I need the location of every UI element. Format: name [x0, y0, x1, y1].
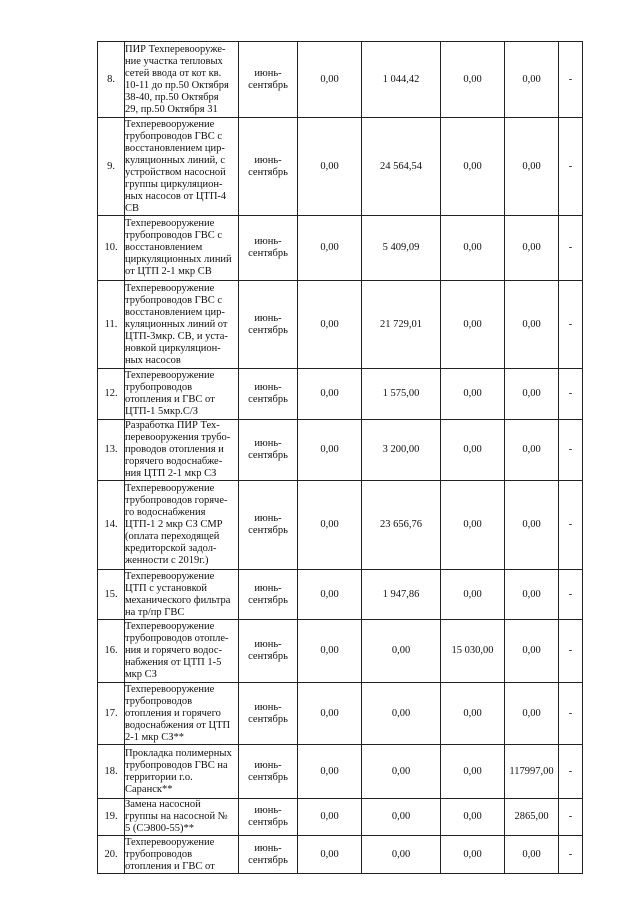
amount-cell: 0,00	[298, 420, 362, 481]
amount-cell: 0,00	[298, 745, 362, 799]
amount-cell: 0,00	[505, 42, 559, 118]
amount-cell: 0,00	[298, 836, 362, 874]
period-line: июнь-	[254, 639, 282, 650]
amount-cell: 0,00	[298, 281, 362, 369]
period-line: июнь-	[254, 701, 282, 713]
amount-cell: 0,00	[362, 799, 441, 836]
note-cell: -	[559, 281, 583, 369]
amount-cell: 24 564,54	[362, 118, 441, 216]
work-description	[125, 570, 239, 620]
note-cell: -	[559, 570, 583, 620]
table-row	[98, 281, 583, 369]
table-row	[98, 620, 583, 683]
period-line: июнь-	[254, 759, 282, 771]
amount-cell: 0,00	[298, 620, 362, 683]
description-line: 29, пр.50 Октября 31	[125, 103, 218, 115]
table-row	[98, 481, 583, 570]
note-cell: -	[559, 118, 583, 216]
amount-cell: 0,00	[441, 281, 505, 369]
row-number: 20.	[98, 836, 125, 874]
description-line: от ЦТП 2-1 мкр СВ	[125, 266, 212, 277]
description-line: горячего водоснабже-	[125, 456, 223, 467]
row-number: 15.	[98, 570, 125, 620]
period-line: сентябрь	[248, 713, 288, 725]
description-line: циркуляционных линий	[125, 254, 232, 265]
row-number: 18.	[98, 745, 125, 799]
description-line: трубопроводов	[125, 848, 193, 860]
description-line: Техперевооружение	[125, 118, 215, 130]
description-line: куляционных линий, с	[125, 154, 226, 166]
period-line: сентябрь	[248, 450, 288, 461]
row-number: 16.	[98, 620, 125, 683]
description-line: отопления и горячего	[125, 707, 221, 719]
period-line: июнь-	[254, 582, 282, 594]
description-line: мкр СЗ	[125, 669, 157, 680]
table-row	[98, 420, 583, 481]
work-description	[125, 799, 239, 836]
row-number: 11.	[98, 281, 125, 369]
description-line: восстановлением	[125, 242, 203, 253]
table-row	[98, 570, 583, 620]
description-line: трубопроводов ГВС с	[125, 230, 223, 241]
investment-table	[97, 41, 583, 874]
amount-cell: 0,00	[298, 42, 362, 118]
amount-cell: 0,00	[362, 836, 441, 874]
work-description	[125, 683, 239, 745]
work-description	[125, 216, 239, 281]
row-number: 8.	[98, 42, 125, 118]
description-line: сетей ввода от кот кв.	[125, 67, 222, 79]
description-line: водоснабжения от ЦТП	[125, 719, 231, 731]
description-line: ния ЦТП 2-1 мкр СЗ	[125, 468, 217, 479]
description-line: группы на насосной №	[125, 811, 228, 822]
row-number: 9.	[98, 118, 125, 216]
table-row	[98, 118, 583, 216]
period-line: июнь-	[254, 438, 282, 449]
period-line: сентябрь	[248, 817, 288, 828]
description-line: устройством насосной	[125, 166, 226, 178]
description-line: набжения от ЦТП 1-5	[125, 657, 222, 668]
description-line: территории г.о.	[125, 771, 193, 783]
amount-cell: 0,00	[505, 836, 559, 874]
period-line: сентябрь	[248, 651, 288, 662]
description-line: Техперевооружение	[125, 282, 215, 294]
note-cell: -	[559, 620, 583, 683]
period-line: июнь-	[254, 312, 282, 324]
table-row	[98, 216, 583, 281]
amount-cell: 0,00	[441, 799, 505, 836]
amount-cell: 0,00	[505, 420, 559, 481]
row-number: 10.	[98, 216, 125, 281]
work-description	[125, 281, 239, 369]
work-description	[125, 481, 239, 570]
note-cell: -	[559, 799, 583, 836]
amount-cell: 0,00	[298, 369, 362, 420]
amount-cell: 5 409,09	[362, 216, 441, 281]
amount-cell: 117997,00	[505, 745, 559, 799]
description-line: ных насосов	[125, 354, 181, 366]
description-line: трубопроводов отопле-	[125, 633, 229, 644]
amount-cell: 0,00	[441, 570, 505, 620]
schedule-period	[239, 836, 298, 874]
description-line: трубопроводов	[125, 695, 193, 707]
description-line: ЦТП с установкой	[125, 582, 208, 594]
description-line: новкой циркуляцион-	[125, 342, 221, 354]
period-line: сентябрь	[248, 854, 288, 866]
period-line: июнь-	[254, 154, 282, 166]
note-cell: -	[559, 745, 583, 799]
description-line: трубопроводов ГВС с	[125, 130, 223, 142]
amount-cell: 0,00	[298, 216, 362, 281]
description-line: ПИР Техперевооруже-	[125, 43, 226, 55]
work-description	[125, 42, 239, 118]
note-cell: -	[559, 836, 583, 874]
table-row	[98, 799, 583, 836]
note-cell: -	[559, 683, 583, 745]
amount-cell: 0,00	[298, 683, 362, 745]
description-line: 38-40, пр.50 Октября	[125, 91, 219, 103]
row-number: 13.	[98, 420, 125, 481]
table-row	[98, 683, 583, 745]
schedule-period	[239, 570, 298, 620]
period-line: сентябрь	[248, 324, 288, 336]
period-line: сентябрь	[248, 394, 288, 405]
description-line: Техперевооружение	[125, 836, 215, 848]
schedule-period	[239, 369, 298, 420]
amount-cell: 0,00	[505, 118, 559, 216]
period-line: июнь-	[254, 382, 282, 393]
description-line: трубопроводов	[125, 382, 193, 393]
row-number: 14.	[98, 481, 125, 570]
description-line: женности с 2019г.)	[125, 555, 209, 566]
table-row	[98, 836, 583, 874]
description-line: Техперевооружение	[125, 621, 215, 632]
amount-cell: 0,00	[505, 369, 559, 420]
amount-cell: 0,00	[505, 216, 559, 281]
period-line: сентябрь	[248, 248, 288, 259]
period-line: сентябрь	[248, 525, 288, 536]
note-cell: -	[559, 481, 583, 570]
amount-cell: 23 656,76	[362, 481, 441, 570]
schedule-period	[239, 481, 298, 570]
description-line: 10-11 до пр.50 Октября	[125, 79, 229, 91]
work-description	[125, 420, 239, 481]
description-line: трубопроводов горяче-	[125, 495, 228, 506]
amount-cell: 3 200,00	[362, 420, 441, 481]
description-line: перевооружения трубо-	[125, 432, 231, 443]
description-line: ных насосов от ЦТП-4	[125, 190, 227, 202]
description-line: проводов отопления и	[125, 444, 224, 455]
description-line: ЦТП-3мкр. СВ, и уста-	[125, 330, 228, 342]
amount-cell: 0,00	[441, 836, 505, 874]
description-line: трубопроводов ГВС с	[125, 294, 223, 306]
period-line: июнь-	[254, 236, 282, 247]
amount-cell: 0,00	[441, 481, 505, 570]
description-line: на тр/пр ГВС	[125, 606, 185, 618]
amount-cell: 0,00	[298, 799, 362, 836]
description-line: (оплата переходящей	[125, 531, 220, 542]
amount-cell: 0,00	[441, 216, 505, 281]
period-line: июнь-	[254, 513, 282, 524]
description-line: Техперевооружение	[125, 218, 215, 229]
amount-cell: 0,00	[362, 683, 441, 745]
note-cell: -	[559, 420, 583, 481]
period-line: сентябрь	[248, 771, 288, 783]
schedule-period	[239, 683, 298, 745]
work-description	[125, 620, 239, 683]
amount-cell: 0,00	[505, 620, 559, 683]
amount-cell: 0,00	[505, 683, 559, 745]
amount-cell: 0,00	[505, 481, 559, 570]
description-line: ЦТП-1 2 мкр СЗ СМР	[125, 519, 223, 530]
description-line: Техперевооружение	[125, 483, 215, 494]
description-line: Замена насосной	[125, 799, 201, 810]
amount-cell: 0,00	[298, 481, 362, 570]
description-line: трубопроводов ГВС на	[125, 759, 228, 771]
amount-cell: 0,00	[298, 118, 362, 216]
description-line: куляционных линий от	[125, 318, 228, 330]
amount-cell: 0,00	[441, 42, 505, 118]
period-line: сентябрь	[248, 79, 288, 91]
description-line: отопления и ГВС от	[125, 860, 215, 872]
amount-cell: 0,00	[441, 369, 505, 420]
amount-cell: 0,00	[441, 745, 505, 799]
description-line: Саранск**	[125, 783, 173, 795]
description-line: механического фильтра	[125, 594, 231, 606]
description-line: восстановлением цир-	[125, 142, 225, 154]
description-line: восстановлением цир-	[125, 306, 225, 318]
work-description	[125, 745, 239, 799]
amount-cell: 0,00	[505, 281, 559, 369]
table-row	[98, 42, 583, 118]
description-line: отопления и ГВС от	[125, 394, 215, 405]
amount-cell: 21 729,01	[362, 281, 441, 369]
description-line: 2-1 мкр СЗ**	[125, 731, 185, 743]
period-line: сентябрь	[248, 166, 288, 178]
row-number: 19.	[98, 799, 125, 836]
description-line: СВ	[125, 202, 140, 214]
amount-cell: 0,00	[505, 570, 559, 620]
amount-cell: 0,00	[362, 620, 441, 683]
schedule-period	[239, 118, 298, 216]
description-line: Техперевооружение	[125, 370, 215, 381]
row-number: 12.	[98, 369, 125, 420]
schedule-period	[239, 799, 298, 836]
amount-cell: 0,00	[298, 570, 362, 620]
description-line: ние участка тепловых	[125, 55, 223, 67]
period-line: июнь-	[254, 67, 282, 79]
row-number: 17.	[98, 683, 125, 745]
description-line: Техперевооружение	[125, 570, 215, 582]
description-line: го водоснабжения	[125, 507, 206, 518]
schedule-period	[239, 745, 298, 799]
description-line: ния и горячего водос-	[125, 645, 223, 656]
amount-cell: 1 575,00	[362, 369, 441, 420]
table-body	[98, 42, 583, 874]
description-line: кредиторской задол-	[125, 543, 217, 554]
table-row	[98, 369, 583, 420]
amount-cell: 2865,00	[505, 799, 559, 836]
description-line: ЦТП-1 5мкр.С/З	[125, 406, 199, 417]
note-cell: -	[559, 42, 583, 118]
period-line: июнь-	[254, 805, 282, 816]
schedule-period	[239, 281, 298, 369]
work-description	[125, 836, 239, 874]
description-line: Техперевооружение	[125, 683, 215, 695]
description-line: группы циркуляцион-	[125, 178, 223, 190]
schedule-period	[239, 216, 298, 281]
note-cell: -	[559, 216, 583, 281]
amount-cell: 15 030,00	[441, 620, 505, 683]
work-description	[125, 369, 239, 420]
note-cell: -	[559, 369, 583, 420]
schedule-period	[239, 420, 298, 481]
amount-cell: 0,00	[441, 420, 505, 481]
period-line: сентябрь	[248, 594, 288, 606]
period-line: июнь-	[254, 842, 282, 854]
schedule-period	[239, 620, 298, 683]
description-line: Разработка ПИР Тех-	[125, 420, 220, 431]
description-line: 5 (СЭ800-55)**	[125, 823, 195, 834]
work-description	[125, 118, 239, 216]
table-row	[98, 745, 583, 799]
description-line: Прокладка полимерных	[125, 747, 232, 759]
amount-cell: 1 947,86	[362, 570, 441, 620]
amount-cell: 0,00	[441, 683, 505, 745]
amount-cell: 0,00	[441, 118, 505, 216]
schedule-period	[239, 42, 298, 118]
amount-cell: 0,00	[362, 745, 441, 799]
amount-cell: 1 044,42	[362, 42, 441, 118]
